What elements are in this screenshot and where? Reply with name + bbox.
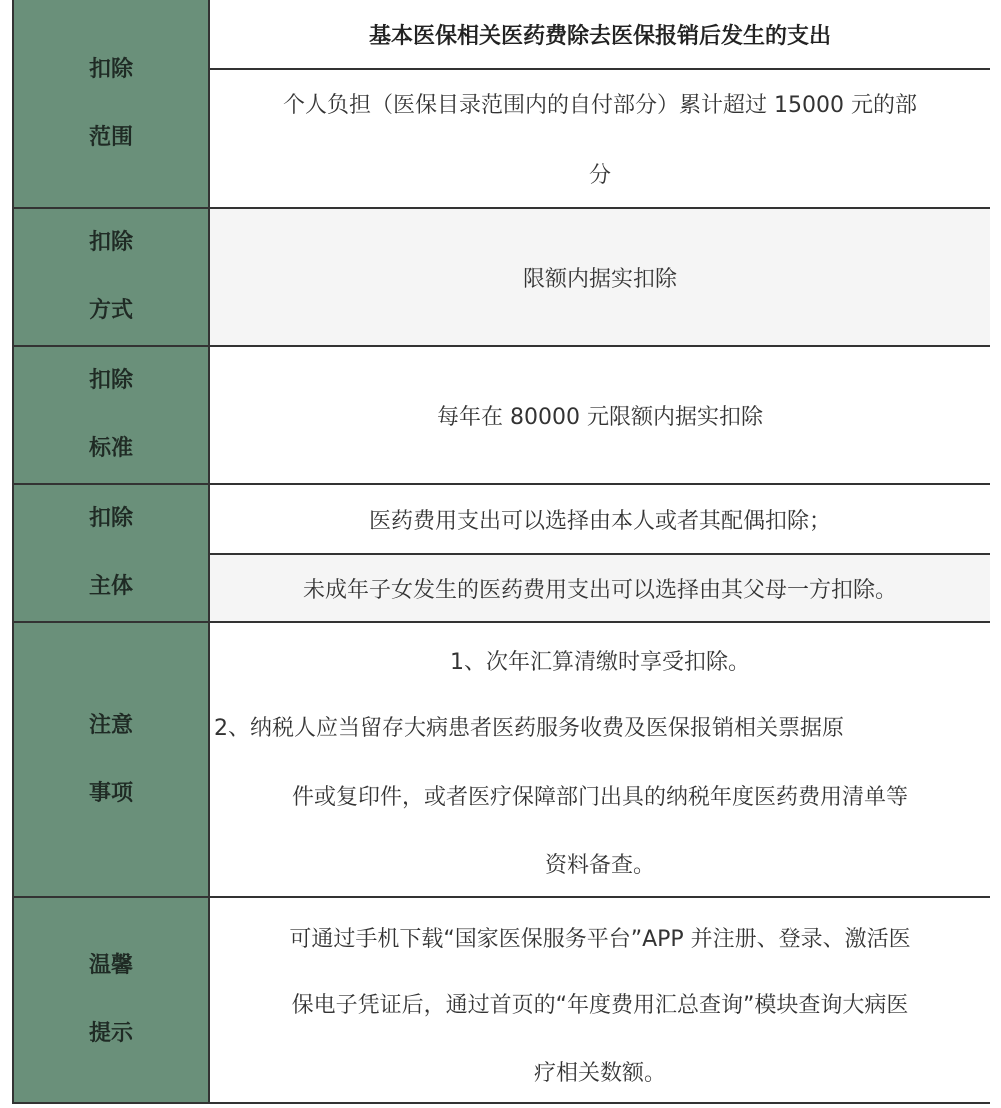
content-line: 个人负担（医保目录范围内的自付部分）累计超过 15000 元的部 — [283, 93, 917, 118]
row-content — [210, 0, 990, 207]
row-label — [14, 0, 210, 207]
row-content — [210, 485, 990, 621]
header-cell — [210, 0, 990, 68]
row-label — [14, 209, 210, 345]
header-text: 基本医保相关医药费除去医保报销后发生的支出 — [368, 23, 831, 49]
content-line: 资料备查。 — [544, 853, 655, 878]
row-label-line: 提示 — [88, 1021, 133, 1046]
table-row — [14, 347, 990, 485]
row-label — [14, 347, 210, 483]
deduction-table — [12, 0, 988, 1104]
row-label-line: 扣除 — [88, 230, 133, 255]
row-label-line: 注意 — [88, 712, 133, 738]
content-line: 2、纳税人应当留存大病患者医药服务收费及医保报销相关票据原 — [214, 716, 844, 741]
table-row — [14, 623, 990, 898]
content-text: 每年在 80000 元限额内据实扣除 — [437, 404, 763, 430]
row-label-line: 扣除 — [88, 56, 133, 82]
row-label-line: 方式 — [88, 298, 133, 323]
row-content — [210, 347, 990, 483]
table-row — [14, 898, 990, 1104]
row-content — [210, 623, 990, 896]
row-label-line: 范围 — [88, 124, 133, 150]
table-row — [14, 485, 990, 623]
content-line: 分 — [588, 163, 611, 188]
content-line: 保电子凭证后，通过首页的“年度费用汇总查询”模块查询大病医 — [291, 993, 909, 1018]
row-label-line: 主体 — [88, 574, 133, 599]
divider — [210, 68, 990, 70]
row-label-line: 扣除 — [88, 368, 133, 393]
content-cell — [210, 485, 990, 553]
row-label-line: 温馨 — [88, 953, 133, 978]
content-text: 未成年子女发生的医药费用支出可以选择由其父母一方扣除。 — [302, 577, 897, 603]
content-line: 可通过手机下载“国家医保服务平台”APP 并注册、登录、激活医 — [289, 927, 911, 952]
row-label — [14, 485, 210, 621]
row-content — [210, 209, 990, 345]
row-label — [14, 623, 210, 896]
row-label-line: 扣除 — [88, 506, 133, 531]
content-line: 件或复印件，或者医疗保障部门出具的纳税年度医药费用清单等 — [291, 785, 908, 810]
content-text: 限额内据实扣除 — [522, 266, 677, 292]
content-line: 疗相关数额。 — [533, 1061, 666, 1086]
content-line: 1、次年汇算清缴时享受扣除。 — [450, 650, 750, 675]
content-cell — [210, 347, 990, 483]
row-label — [14, 898, 210, 1102]
content-cell — [210, 555, 990, 621]
content-text: 医药费用支出可以选择由本人或者其配偶扣除； — [368, 508, 831, 534]
table-row — [14, 0, 990, 209]
row-label-line: 标准 — [88, 436, 133, 461]
table-row — [14, 209, 990, 347]
row-content — [210, 898, 990, 1102]
content-cell — [210, 209, 990, 345]
row-label-line: 事项 — [88, 780, 133, 806]
